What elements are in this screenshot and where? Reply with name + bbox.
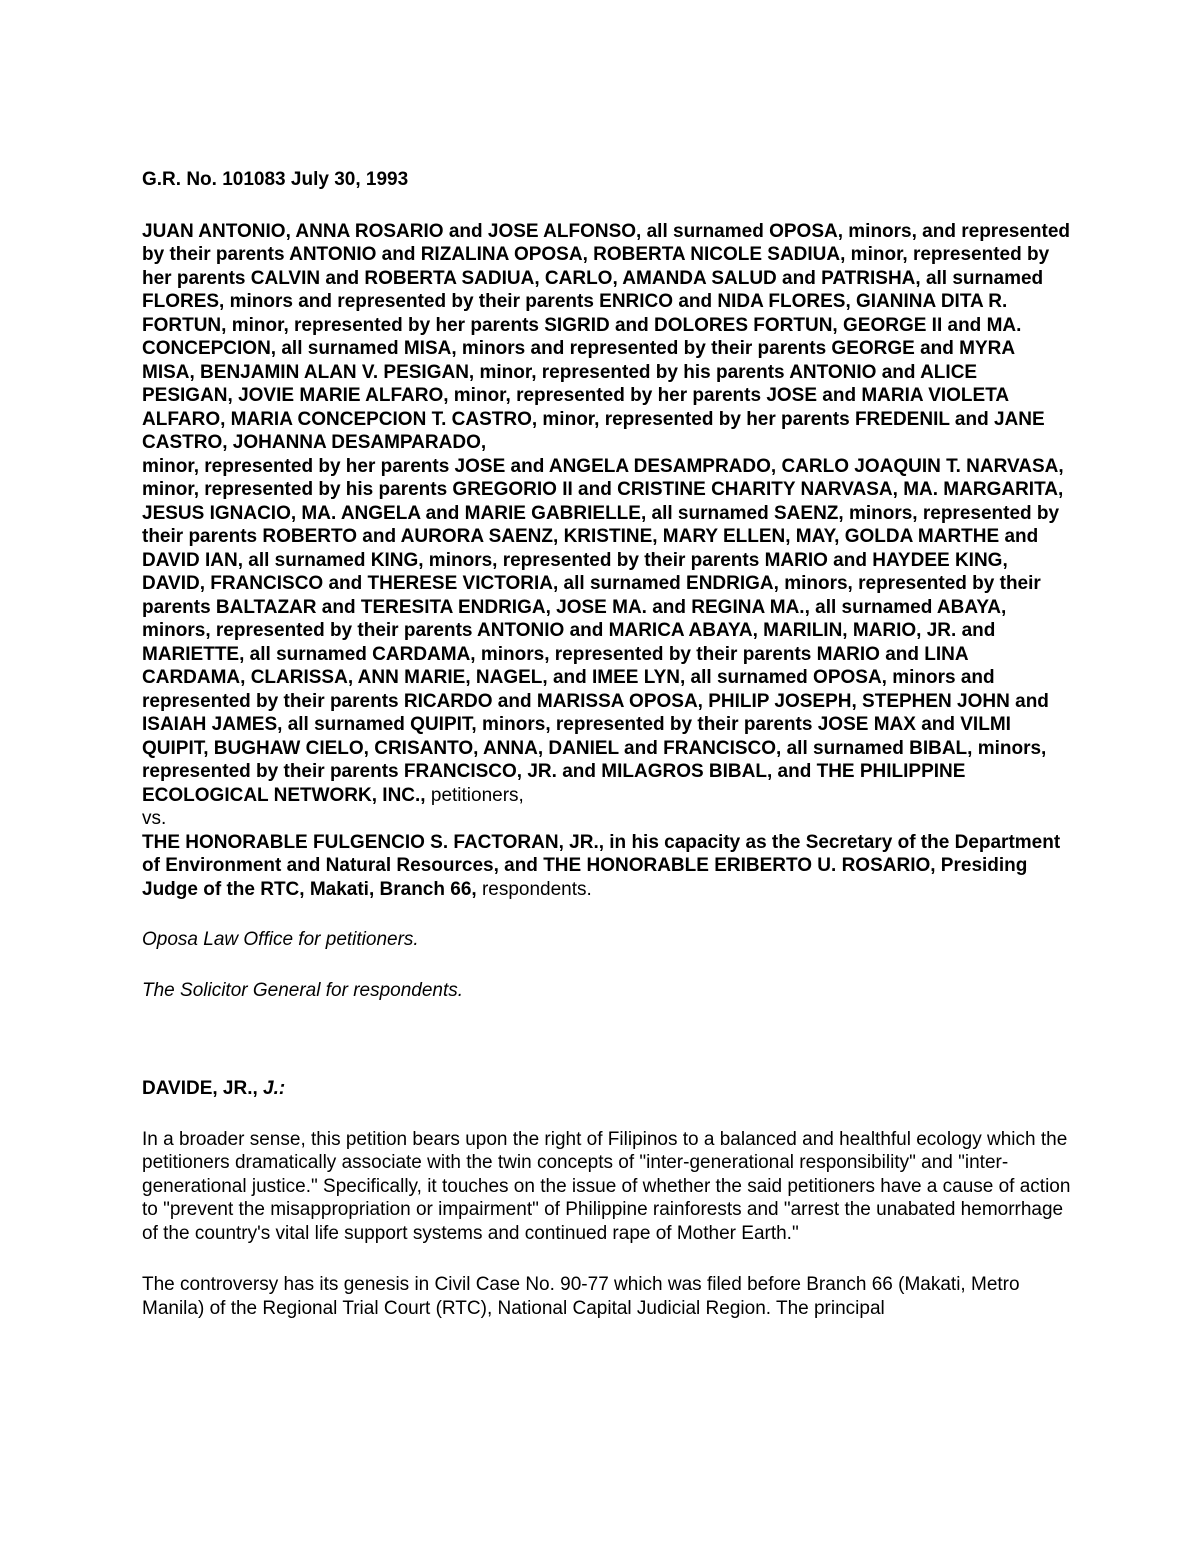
ponente <box>142 1077 1072 1101</box>
counsel-respondents: The Solicitor General for respondents. <box>142 979 464 1001</box>
petitioners-names-part2: minor, represented by her parents JOSE and ANGELA DESAMPRADO, CARLO JOAQUIN T. NARVASA, minor, represented by his parents GREGORIO II and CRISTINE CHARITY NARVASA, MA. MARGARITA, JESUS IGNACIO, MA. ANGELA and MARIE GABRIELLE, all surnamed SAENZ, minors, represented by their parents ROBERTO and AURORA SAENZ, KRISTINE, MARY ELLEN, MAY, GOLDA MARTHE and DAVID IAN, all surnamed KING, minors, represented by their parents MARIO and HAYDEE KING, DAVID, FRANCISCO and THERESE VICTORIA, all surnamed ENDRIGA, minors, represented by their parents BALTAZAR and TERESITA ENDRIGA, JOSE MA. and REGINA MA., all surnamed ABAYA, minors, represented by their parents ANTONIO and MARICA ABAYA, MARILIN, MARIO, JR. and MARIETTE, all surnamed CARDAMA, minors, represented by their parents MARIO and LINA CARDAMA, CLARISSA, ANN MARIE, NAGEL, and IMEE LYN, all surnamed OPOSA, minors and represented by their parents RICARDO and MARISSA OPOSA, PHILIP JOSEPH, STEPHEN JOHN and ISAIAH JAMES, all surnamed QUIPIT, minors, represented by their parents JOSE MAX and VILMI QUIPIT, BUGHAW CIELO, CRISANTO, ANNA, DANIEL and FRANCISCO, all surnamed BIBAL, minors, represented by their parents FRANCISCO, JR. and MILAGROS BIBAL, and THE PHILIPPINE ECOLOGICAL NETWORK, INC., <box>142 455 1064 806</box>
respondents-names: THE HONORABLE FULGENCIO S. FACTORAN, JR., in his capacity as the Secretary of the Department of Environment and Natural Resources, and THE HONORABLE ERIBERTO U. ROSARIO, Presiding Judge of the RTC, Makati, Branch 66, <box>142 831 1061 900</box>
petitioners-names-part1: JUAN ANTONIO, ANNA ROSARIO and JOSE ALFONSO, all surnamed OPOSA, minors, and represented by their parents ANTONIO and RIZALINA OPOSA, ROBERTA NICOLE SADIUA, minor, represented by her parents CALVIN and ROBERTA SADIUA, CARLO, AMANDA SALUD and PATRISHA, all surnamed FLORES, minors and represented by their parents ENRICO and NIDA FLORES, GIANINA DITA R. FORTUN, minor, represented by her parents SIGRID and DOLORES FORTUN, GEORGE II and MA. CONCEPCION, all surnamed MISA, minors and represented by their parents GEORGE and MYRA MISA, BENJAMIN ALAN V. PESIGAN, minor, represented by his parents ANTONIO and ALICE PESIGAN, JOVIE MARIE ALFARO, minor, represented by her parents JOSE and MARIA VIOLETA ALFARO, MARIA CONCEPCION T. CASTRO, minor, represented by her parents FREDENIL and JANE CASTRO, JOHANNA DESAMPARADO, <box>142 220 1070 453</box>
case-caption <box>142 220 1072 902</box>
petitioners-role: petitioners, <box>425 784 524 806</box>
document-page <box>142 168 1072 1320</box>
ponente-name: DAVIDE, JR., <box>142 1078 258 1099</box>
body-paragraph-2: The controversy has its genesis in Civil Case No. 90-77 which was filed before Branch 66 (Makati, Metro Manila) of the Regional Trial Court (RTC), National Capital Judicial Region. The principal <box>142 1274 1020 1319</box>
case-number: G.R. No. 101083 July 30, 1993 <box>142 169 409 190</box>
counsel-petitioners: Oposa Law Office for petitioners. <box>142 929 419 950</box>
respondents-role: respondents. <box>476 878 592 900</box>
versus-label: vs. <box>142 808 167 829</box>
ponente-role: J.: <box>257 1078 286 1099</box>
body-paragraph-1: In a broader sense, this petition bears upon the right of Filipinos to a balanced and healthful ecology which the petitioners dramatically associate with the twin concepts of "inter-generational responsibility" and "inter-generational justice." Specifically, it touches on the issue of whether the said petitioners have a cause of action to "prevent the misappropriation or impairment" of Philippine rainforests and "arrest the unabated hemorrhage of the country's vital life support systems and continued rape of Mother Earth." <box>142 1128 1071 1244</box>
